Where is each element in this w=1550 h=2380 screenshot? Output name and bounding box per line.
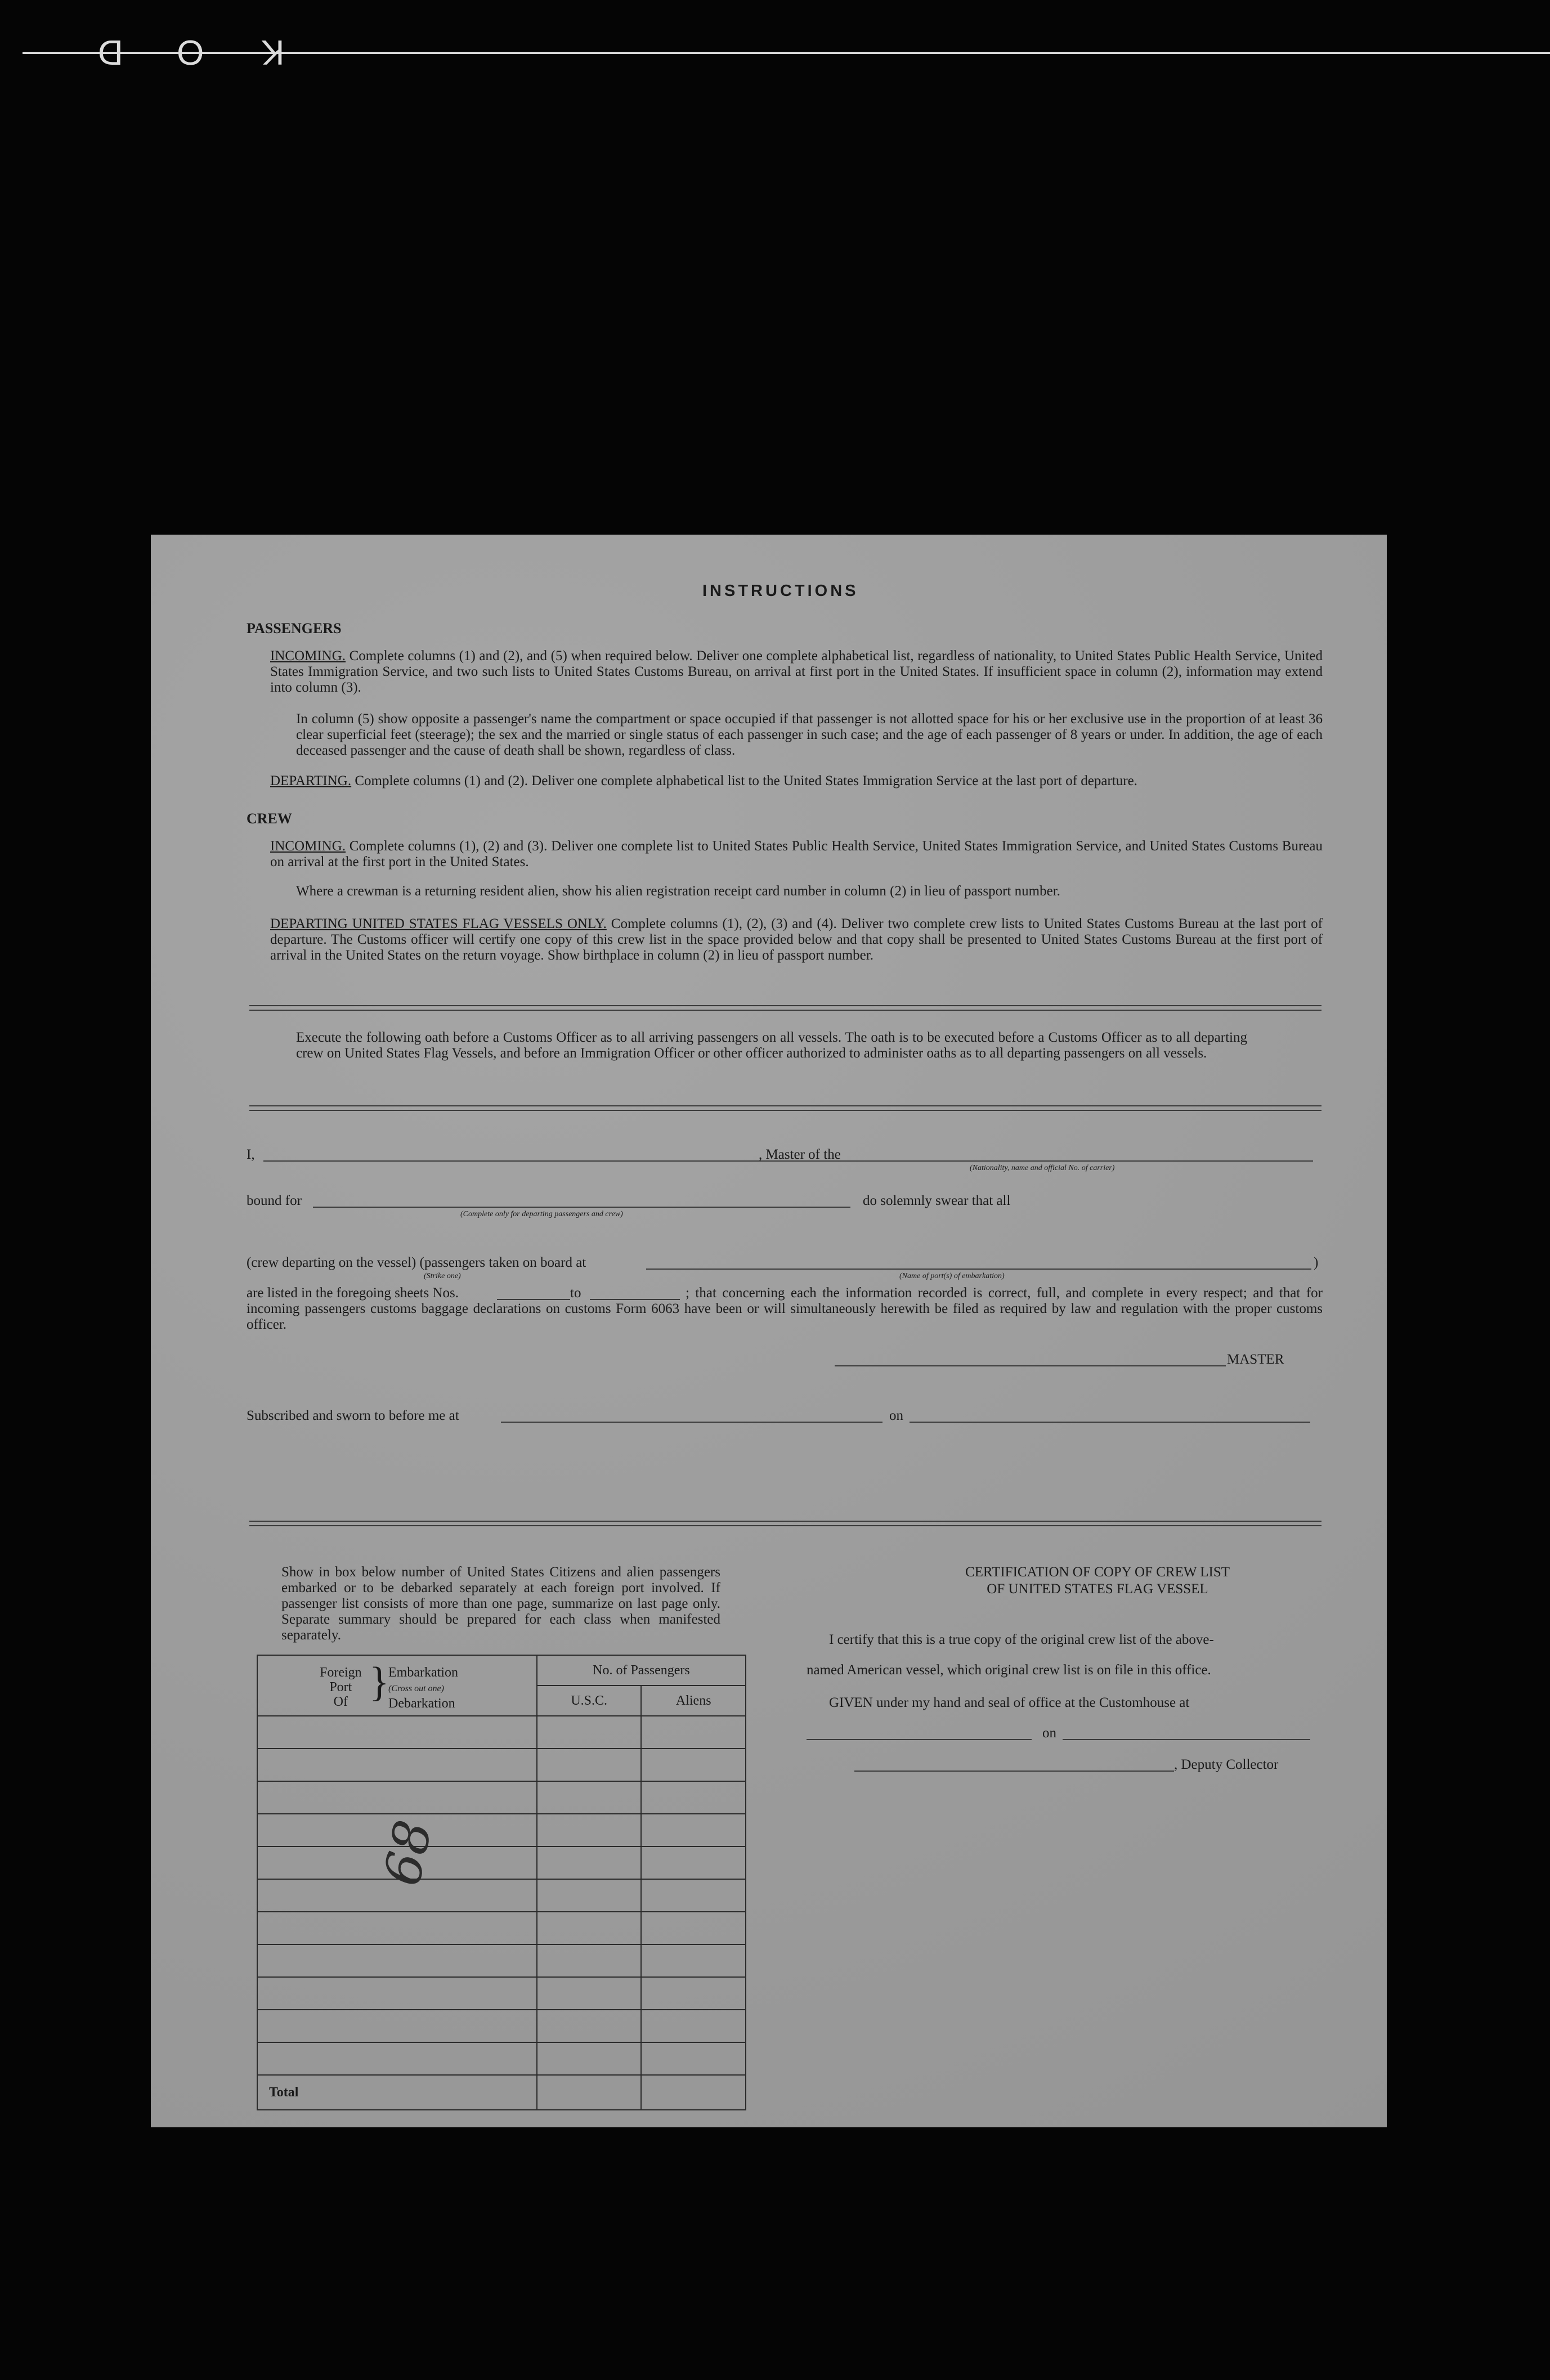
usc-cell[interactable] <box>537 2010 642 2042</box>
aliens-cell[interactable] <box>641 1846 746 1879</box>
aliens-cell[interactable] <box>641 1716 746 1749</box>
usc-cell[interactable] <box>537 1944 642 1977</box>
usc-cell[interactable] <box>537 1846 642 1879</box>
film-mark-o: O <box>174 33 204 71</box>
port-cell[interactable] <box>257 1781 537 1814</box>
cert-date-line[interactable] <box>1063 1739 1310 1740</box>
deputy-collector-label: , Deputy Collector <box>1174 1757 1279 1772</box>
usc-cell[interactable] <box>537 1749 642 1781</box>
subscribed-label: Subscribed and sworn to before me at <box>247 1408 459 1423</box>
divider-1 <box>249 1005 1321 1011</box>
usc-cell[interactable] <box>537 1977 642 2010</box>
column5-paragraph: In column (5) show opposite a passenger's name the compartment or space occupied if that passenger is not allotted space for his or her exclusive use in the proportion of at least 36 clear superficial feet (steerage); the sex and the married or single status of each passenger in such case; and the age of each passenger of 8 years or under. In addition, the age of each deceased passenger and the cause of death shall be shown, regardless of class. <box>296 711 1323 758</box>
divider-3 <box>249 1521 1321 1526</box>
crew-heading: CREW <box>247 810 292 827</box>
brace-icon: } <box>369 1659 389 1705</box>
deputy-signature-line[interactable] <box>854 1771 1174 1772</box>
port-cell[interactable] <box>257 1977 537 2010</box>
sheets-to-label: to <box>570 1285 581 1301</box>
incoming-text: Complete columns (1) and (2), and (5) when required below. Deliver one complete alphabetical list, regardless of nationality, to United States Public Health Service, United States Immigration Service, and two such lists to United States Customs Bureau, on arrival at first port in the United States. If insufficient space in column (2), information may extend into column (3). <box>270 648 1323 695</box>
sheets-label: are listed in the foregoing sheets Nos. <box>247 1285 459 1301</box>
aliens-cell[interactable] <box>641 1879 746 1912</box>
sworn-on-label: on <box>889 1408 903 1423</box>
port-cell[interactable] <box>257 1749 537 1781</box>
handwritten-mark: 68 <box>373 1815 444 1891</box>
box-instruction-paragraph: Show in box below number of United States Citizens and alien passengers embarked or to be debarked separately at each foreign port involved. If passenger list consists of more than one page, summarize on last page only. Separate summary should be prepared for each class when manifested separately. <box>281 1565 720 1643</box>
form-sheet <box>151 535 1387 2127</box>
departing-text: Complete columns (1) and (2). Deliver one complete alphabetical list to the United States Immigration Service at the last port of departure. <box>355 773 1137 788</box>
port-cell[interactable] <box>257 1879 537 1912</box>
cross-out-note: (Cross out one) <box>388 1684 444 1693</box>
aliens-cell[interactable] <box>641 2042 746 2075</box>
port-cell[interactable] <box>257 1944 537 1977</box>
embarkation-port-line[interactable] <box>646 1269 1311 1270</box>
cert-title-line-2: OF UNITED STATES FLAG VESSEL <box>987 1581 1208 1597</box>
passengers-heading: PASSENGERS <box>247 620 342 637</box>
cert-on-label: on <box>1042 1725 1056 1741</box>
aliens-cell[interactable] <box>641 1944 746 1977</box>
port-header-cell <box>257 1655 537 1716</box>
carrier-line[interactable] <box>857 1160 1313 1162</box>
film-rule <box>23 52 1550 54</box>
strike-one-note: (Strike one) <box>424 1272 461 1280</box>
port-cell[interactable] <box>257 1912 537 1944</box>
oath-instruction-paragraph: Execute the following oath before a Customs Officer as to all arriving passengers on all vessels. The oath is to be executed before a Customs Officer as to all departing crew on United States Flag Vessels, and before an Immigration Officer or other officer authorized to administer oaths as to all departing passengers on all vessels. <box>296 1030 1247 1061</box>
crew-incoming-paragraph <box>270 839 1323 870</box>
of-label: Of <box>333 1695 348 1709</box>
crewman-paragraph: Where a crewman is a returning resident alien, show his alien registration receipt card number in column (2) in lieu of passport number. <box>296 884 1060 899</box>
passengers-incoming-paragraph <box>270 648 1323 696</box>
bound-for-label: bound for <box>247 1193 302 1208</box>
film-mark-d: D <box>96 33 123 71</box>
solemnly-swear-text: do solemnly swear that all <box>863 1193 1011 1208</box>
departing-us-text: Complete columns (1), (2), (3) and (4). Deliver two complete crew lists to United States Customs Bureau at the last port of departure. The Customs officer will certify one copy of this crew list in the space provided below and that copy shall be presented to United States Customs Bureau at the first port of arrival in the United States on the return voyage. Show birthplace in column (2) in lieu of passport number. <box>270 916 1323 963</box>
oath-i-label: I, <box>247 1147 255 1162</box>
crew-incoming-text: Complete columns (1), (2) and (3). Deliver one complete list to United States Public Health Service, United States Immigration Service, and United States Customs Bureau on arrival at the first port in the United States. <box>270 839 1323 869</box>
usc-cell[interactable] <box>537 1716 642 1749</box>
aliens-cell[interactable] <box>641 2010 746 2042</box>
embark-debark-label <box>388 1665 458 1711</box>
embarkation-label: Embarkation <box>388 1665 458 1680</box>
master-signature-line[interactable] <box>835 1365 1226 1366</box>
total-usc-cell[interactable] <box>537 2075 642 2110</box>
aliens-cell[interactable] <box>641 1977 746 2010</box>
cert-given-text: GIVEN under my hand and seal of office at the Customhouse at <box>829 1695 1190 1710</box>
film-header-strip <box>0 0 1550 71</box>
foreign-label: Foreign <box>320 1665 362 1680</box>
port-cell[interactable] <box>257 2042 537 2075</box>
divider-2 <box>249 1105 1321 1111</box>
cert-place-line[interactable] <box>807 1739 1032 1740</box>
crew-departing-text: (crew departing on the vessel) (passengers taken on board at <box>247 1255 586 1270</box>
instructions-title: INSTRUCTIONS <box>702 582 859 600</box>
incoming-lead: INCOMING. <box>270 648 346 664</box>
no-of-passengers-header: No. of Passengers <box>537 1655 746 1686</box>
film-mark-k: K <box>259 33 285 71</box>
passengers-departing-paragraph <box>270 773 1323 789</box>
master-label: MASTER <box>1227 1352 1284 1367</box>
passenger-summary-table <box>257 1655 746 2110</box>
master-of-label: , Master of the <box>759 1147 841 1162</box>
aliens-cell[interactable] <box>641 1912 746 1944</box>
aliens-cell[interactable] <box>641 1749 746 1781</box>
foreign-port-of-label <box>320 1665 362 1709</box>
usc-cell[interactable] <box>537 2042 642 2075</box>
port-cell[interactable] <box>257 1716 537 1749</box>
complete-only-note: (Complete only for departing passengers and crew) <box>460 1210 623 1218</box>
total-label: Total <box>257 2075 537 2110</box>
aliens-cell[interactable] <box>641 1781 746 1814</box>
usc-header: U.S.C. <box>537 1686 642 1716</box>
departing-us-lead: DEPARTING UNITED STATES FLAG VESSELS ONLY. <box>270 916 607 931</box>
close-paren: ) <box>1314 1255 1319 1270</box>
debarkation-label: Debarkation <box>388 1696 455 1711</box>
bound-for-line[interactable] <box>313 1207 850 1208</box>
usc-cell[interactable] <box>537 1912 642 1944</box>
usc-cell[interactable] <box>537 1781 642 1814</box>
departing-us-flag-paragraph <box>270 916 1323 963</box>
sworn-place-line[interactable] <box>501 1422 882 1423</box>
aliens-header: Aliens <box>641 1686 746 1716</box>
sheets-declaration-text: ; that concerning each the information recorded is correct, full, and complete in every respect; and that for incoming passengers customs baggage declarations on customs Form 6063 have been or will simultaneously herewith be filed as required by law and regulation with the proper customs officer. <box>247 1285 1323 1332</box>
cert-text-line-2: named American vessel, which original crew list is on file in this office. <box>807 1662 1211 1678</box>
sworn-date-line[interactable] <box>910 1422 1310 1423</box>
total-aliens-cell[interactable] <box>641 2075 746 2110</box>
crew-incoming-lead: INCOMING. <box>270 839 346 854</box>
port-cell[interactable] <box>257 2010 537 2042</box>
port-label: Port <box>329 1680 352 1695</box>
usc-cell[interactable] <box>537 1814 642 1846</box>
nationality-note: (Nationality, name and official No. of carrier) <box>970 1164 1115 1172</box>
cert-title-line-1: CERTIFICATION OF COPY OF CREW LIST <box>965 1565 1230 1580</box>
departing-lead: DEPARTING. <box>270 773 352 788</box>
port-name-note: (Name of port(s) of embarkation) <box>899 1272 1005 1280</box>
usc-cell[interactable] <box>537 1879 642 1912</box>
cert-text-line-1: I certify that this is a true copy of the original crew list of the above- <box>829 1632 1214 1647</box>
aliens-cell[interactable] <box>641 1814 746 1846</box>
